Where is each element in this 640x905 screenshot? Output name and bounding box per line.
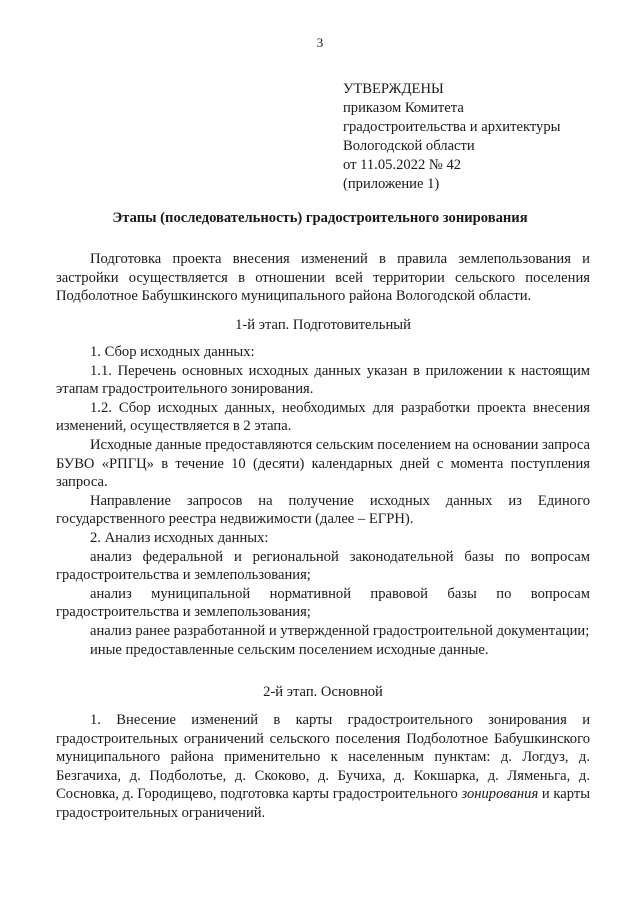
stage1-paragraph: анализ муниципальной нормативной правовой базы по вопросам градостроительства и землепользования;	[56, 585, 590, 621]
stage1-paragraph: 2. Анализ исходных данных:	[90, 529, 269, 546]
stage1-paragraph: анализ ранее разработанной и утвержденной градостроительной документации;	[90, 622, 590, 639]
stage1-paragraph: 1.1. Перечень основных исходных данных указан в приложении к настоящим этапам градостроительного зонирования.	[56, 362, 590, 398]
intro-block	[56, 250, 590, 306]
approval-line: градостроительства и архитектуры	[343, 119, 561, 135]
stage1-paragraph: Исходные данные предоставляются сельским поселением на основании запроса БУВО «РПГЦ» в течение 10 (десяти) календарных дней с момента поступления запроса.	[56, 436, 590, 491]
stage1-paragraph: анализ федеральной и региональной законодательной базы по вопросам градостроительства и землепользования;	[56, 548, 590, 584]
page-number: 3	[316, 35, 324, 50]
stage2-heading: 2-й этап. Основной	[263, 684, 383, 700]
stage1-paragraph: 1.2. Сбор исходных данных, необходимых для разработки проекта внесения изменений, осуществляется в 2 этапа.	[56, 399, 590, 435]
stage1-heading: 1-й этап. Подготовительный	[235, 317, 411, 333]
stage2-paragraph-text: 1. Внесение изменений в карты градостроительного зонирования и градостроительных ограничений сельского поселения Подболотное Бабушкинского муниципального района применительно к населенным пунктам: д. Логдуз, д. Безгачиха, д. Подболотье, д. Скоково, д. Бучиха, д. Кокшарка, д. Ляменьга, д. Сосновка, д. Городищево, подготовка карты градостроительного	[56, 712, 590, 803]
stage2-paragraph-end: и карты градостроительных ограничений.	[56, 786, 590, 821]
approval-line: приказом Комитета	[343, 100, 464, 116]
stage2-paragraph-italic: зонирования	[461, 786, 539, 803]
intro-paragraph: Подготовка проекта внесения изменений в правила землепользования и застройки осуществляется в отношении всей территории сельского поселения Подболотное Бабушкинского муниципального района Вологодской области.	[56, 251, 590, 305]
stage2-block	[56, 711, 590, 823]
stage1-paragraph: 1. Сбор исходных данных:	[90, 344, 255, 360]
approval-stamp	[343, 80, 560, 194]
approval-line: от 11.05.2022 № 42	[343, 157, 462, 173]
approval-line: УТВЕРЖДЕНЫ	[343, 81, 444, 97]
stage1-block	[56, 343, 590, 659]
stage1-paragraph: Направление запросов на получение исходных данных из Единого государственного реестра недвижимости (далее – ЕГРН).	[56, 492, 590, 528]
approval-line: Вологодской области	[343, 138, 475, 154]
stage1-paragraph: иные предоставленные сельским поселением исходные данные.	[90, 641, 489, 658]
approval-line: (приложение 1)	[343, 176, 440, 192]
document-title: Этапы (последовательность) градостроительного зонирования	[112, 210, 528, 226]
stage1-heading-block	[56, 316, 590, 335]
stage2-paragraph	[56, 711, 590, 823]
stage2-heading-block	[56, 683, 590, 702]
